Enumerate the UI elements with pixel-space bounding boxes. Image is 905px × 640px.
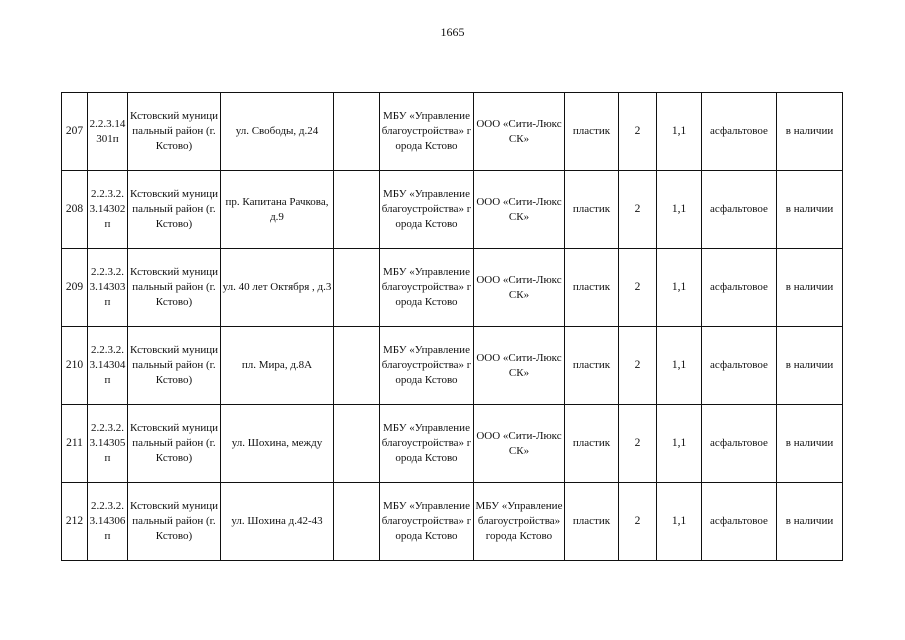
surface-type: асфальтовое — [702, 171, 777, 249]
waste-operator: ООО «Сити-Люкс СК» — [474, 327, 565, 405]
availability-status: в наличии — [777, 405, 843, 483]
container-volume: 1,1 — [657, 327, 702, 405]
availability-status: в наличии — [777, 93, 843, 171]
registry-code: 2.2.3.2.3.14306п — [88, 483, 128, 561]
availability-status: в наличии — [777, 171, 843, 249]
table-row — [62, 405, 843, 483]
container-count: 2 — [619, 249, 657, 327]
registry-code: 2.2.3.2.3.14305п — [88, 405, 128, 483]
address: ул. Шохина д.42-43 — [221, 483, 334, 561]
container-count: 2 — [619, 405, 657, 483]
container-volume: 1,1 — [657, 93, 702, 171]
availability-status: в наличии — [777, 327, 843, 405]
empty-cell — [334, 171, 380, 249]
row-number: 209 — [62, 249, 88, 327]
surface-type: асфальтовое — [702, 249, 777, 327]
availability-status: в наличии — [777, 249, 843, 327]
address: ул. Шохина, между — [221, 405, 334, 483]
district: Кстовский муниципальный район (г. Кстово) — [128, 405, 221, 483]
waste-operator: ООО «Сити-Люкс СК» — [474, 405, 565, 483]
container-material: пластик — [565, 171, 619, 249]
container-material: пластик — [565, 249, 619, 327]
registry-code: 2.2.3.2.3.14302п — [88, 171, 128, 249]
district: Кстовский муниципальный район (г. Кстово) — [128, 93, 221, 171]
table-row — [62, 327, 843, 405]
registry-code: 2.2.3.14301п — [88, 93, 128, 171]
empty-cell — [334, 249, 380, 327]
empty-cell — [334, 483, 380, 561]
waste-operator: МБУ «Управление благоустройства» города Кстово — [474, 483, 565, 561]
container-volume: 1,1 — [657, 483, 702, 561]
container-material: пластик — [565, 483, 619, 561]
row-number: 208 — [62, 171, 88, 249]
table-row — [62, 171, 843, 249]
site-owner: МБУ «Управление благоустройства» города Кстово — [380, 171, 474, 249]
empty-cell — [334, 327, 380, 405]
waste-operator: ООО «Сити-Люкс СК» — [474, 249, 565, 327]
district: Кстовский муниципальный район (г. Кстово) — [128, 327, 221, 405]
container-count: 2 — [619, 93, 657, 171]
table-body — [62, 93, 843, 561]
district: Кстовский муниципальный район (г. Кстово) — [128, 249, 221, 327]
table-row — [62, 93, 843, 171]
surface-type: асфальтовое — [702, 327, 777, 405]
availability-status: в наличии — [777, 483, 843, 561]
registry-code: 2.2.3.2.3.14303п — [88, 249, 128, 327]
empty-cell — [334, 405, 380, 483]
registry-code: 2.2.3.2.3.14304п — [88, 327, 128, 405]
waste-operator: ООО «Сити-Люкс СК» — [474, 171, 565, 249]
site-owner: МБУ «Управление благоустройства» города Кстово — [380, 249, 474, 327]
waste-operator: ООО «Сити-Люкс СК» — [474, 93, 565, 171]
site-owner: МБУ «Управление благоустройства» города Кстово — [380, 327, 474, 405]
table-row — [62, 249, 843, 327]
address: пл. Мира, д.8А — [221, 327, 334, 405]
row-number: 207 — [62, 93, 88, 171]
district: Кстовский муниципальный район (г. Кстово) — [128, 483, 221, 561]
container-volume: 1,1 — [657, 249, 702, 327]
site-owner: МБУ «Управление благоустройства» города Кстово — [380, 405, 474, 483]
address: ул. Свободы, д.24 — [221, 93, 334, 171]
surface-type: асфальтовое — [702, 405, 777, 483]
container-volume: 1,1 — [657, 405, 702, 483]
row-number: 210 — [62, 327, 88, 405]
container-count: 2 — [619, 483, 657, 561]
row-number: 212 — [62, 483, 88, 561]
container-material: пластик — [565, 327, 619, 405]
container-volume: 1,1 — [657, 171, 702, 249]
site-owner: МБУ «Управление благоустройства» города Кстово — [380, 483, 474, 561]
surface-type: асфальтовое — [702, 93, 777, 171]
container-count: 2 — [619, 171, 657, 249]
site-owner: МБУ «Управление благоустройства» города Кстово — [380, 93, 474, 171]
container-material: пластик — [565, 93, 619, 171]
address: ул. 40 лет Октября , д.3 — [221, 249, 334, 327]
row-number: 211 — [62, 405, 88, 483]
district: Кстовский муниципальный район (г. Кстово) — [128, 171, 221, 249]
surface-type: асфальтовое — [702, 483, 777, 561]
container-count: 2 — [619, 327, 657, 405]
page-number: 1665 — [440, 25, 465, 39]
container-sites-table — [61, 92, 843, 561]
empty-cell — [334, 93, 380, 171]
container-material: пластик — [565, 405, 619, 483]
address: пр. Капитана Рачкова, д.9 — [221, 171, 334, 249]
table-row — [62, 483, 843, 561]
